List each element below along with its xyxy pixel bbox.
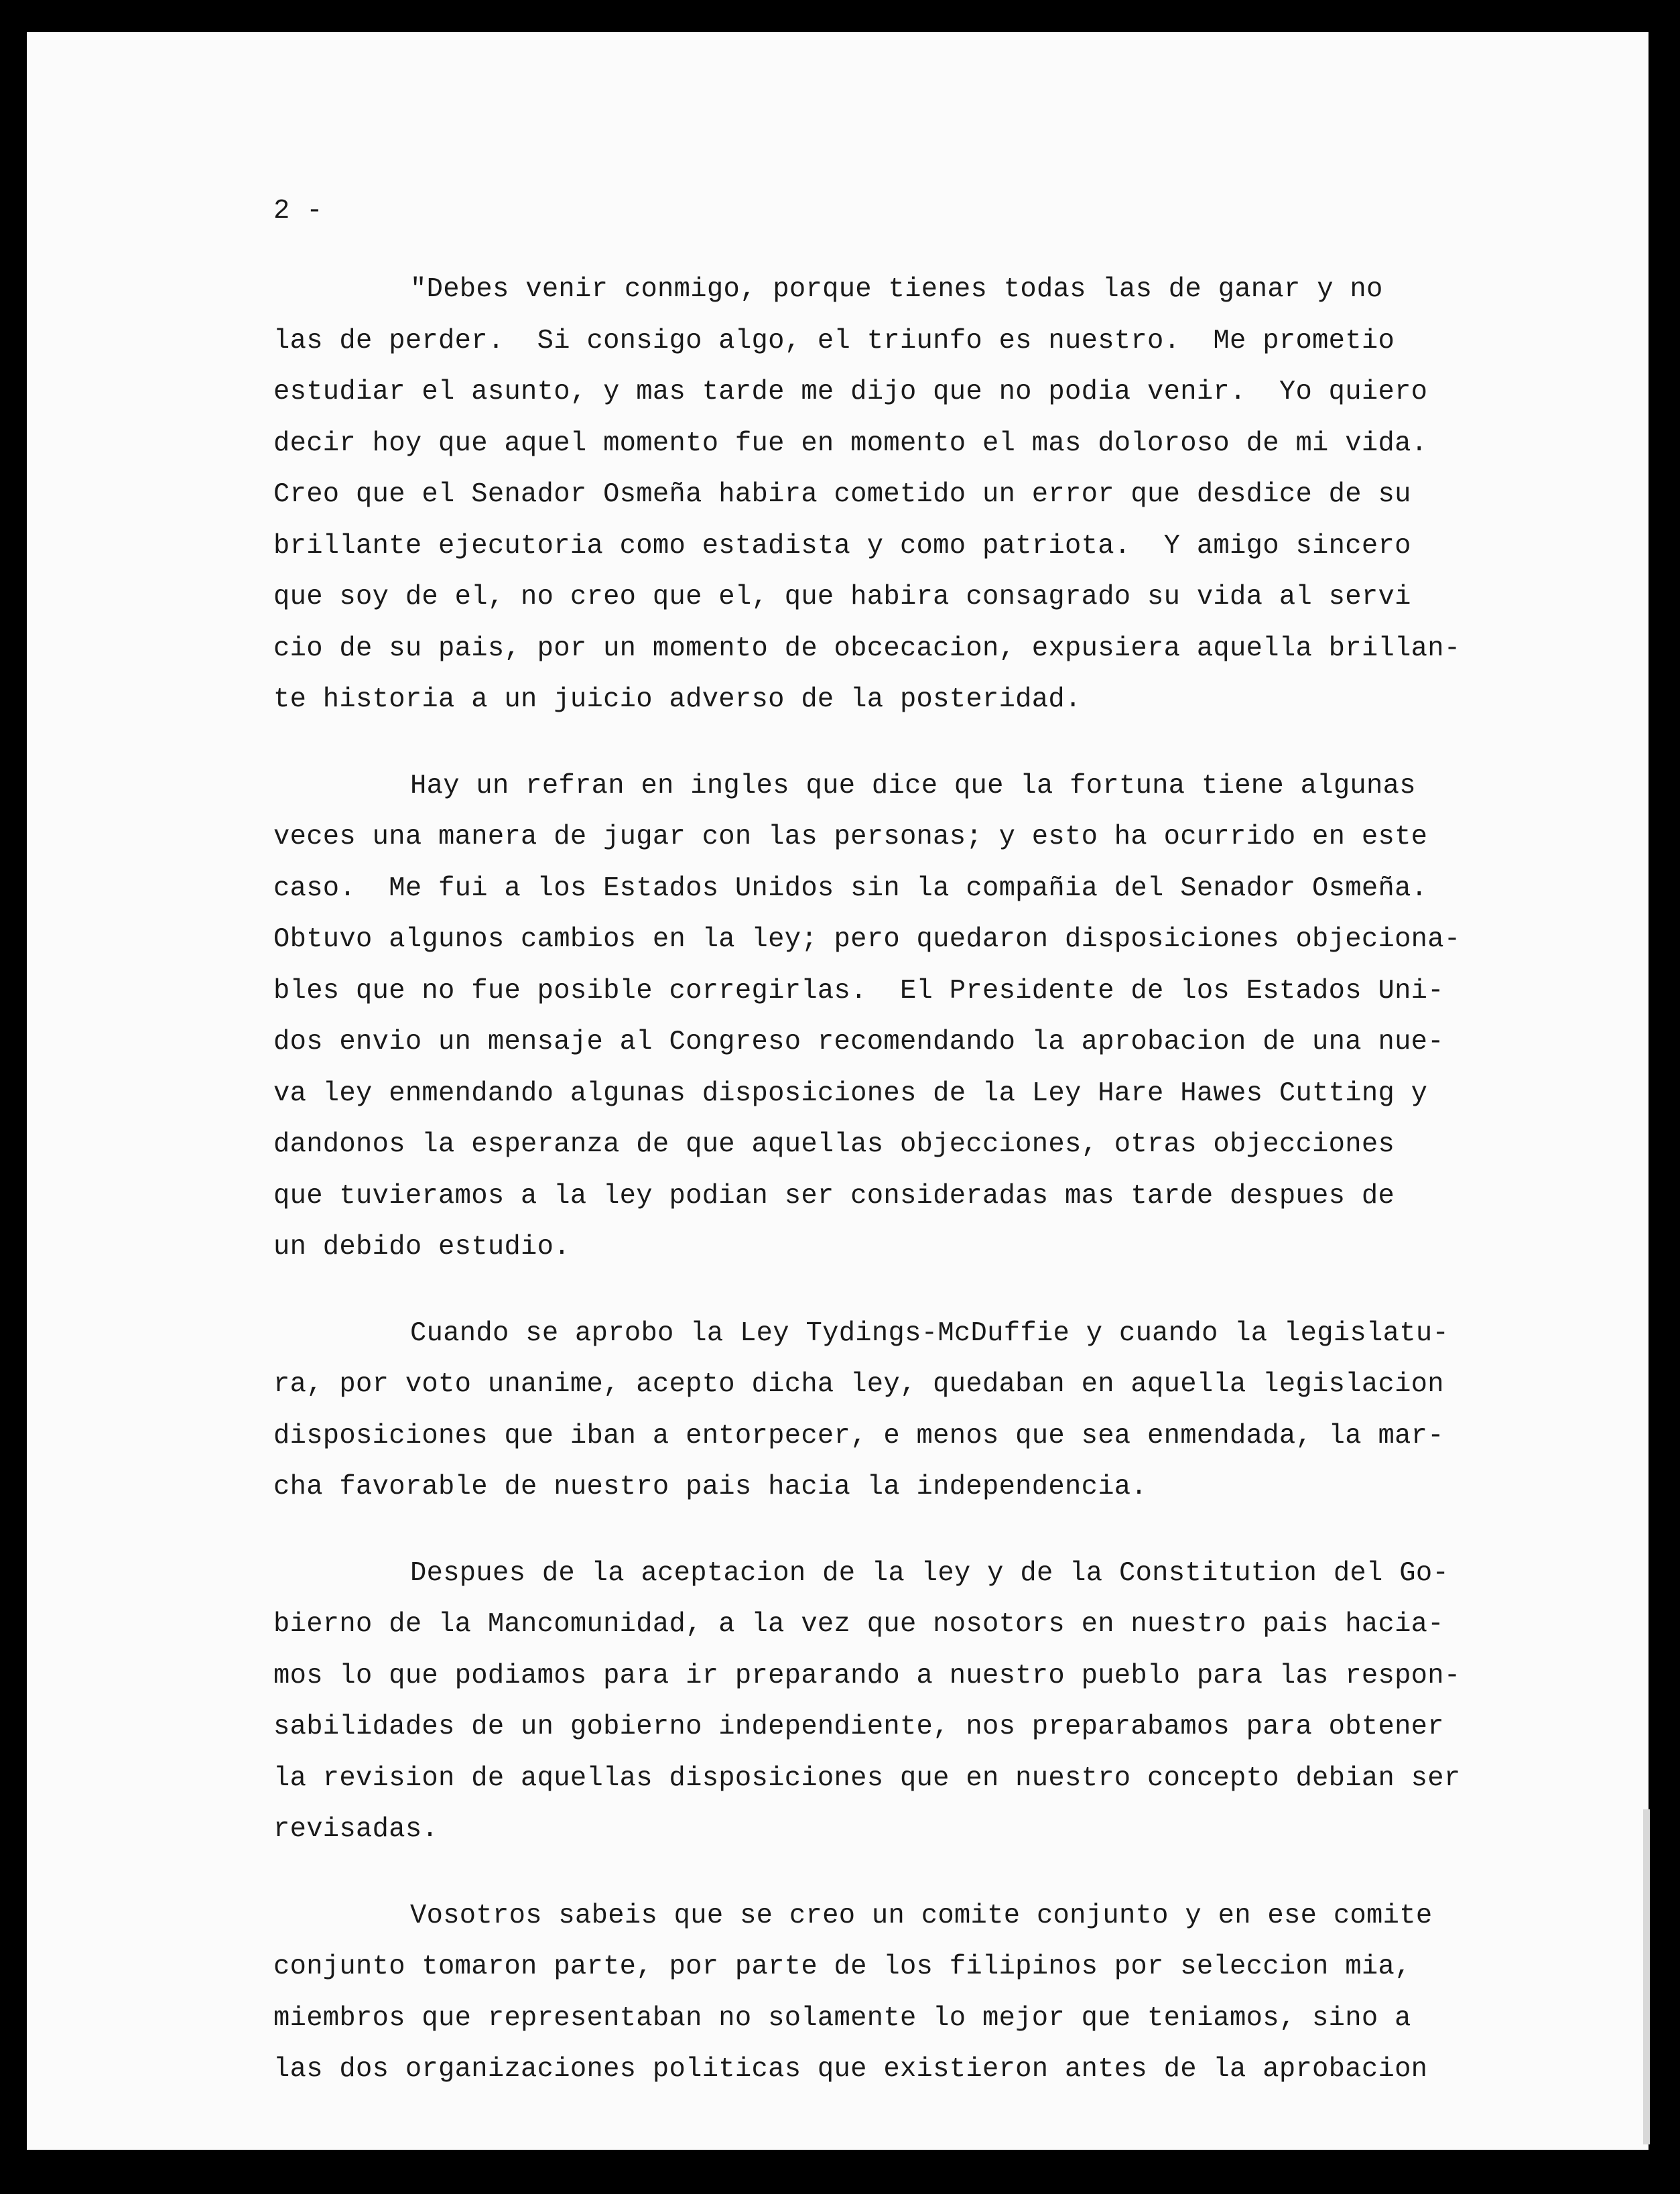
text-line: cha favorable de nuestro pais hacia la independencia. — [273, 1472, 1148, 1502]
text-line: te historia a un juicio adverso de la posteridad. — [273, 684, 1082, 715]
paragraph — [273, 761, 1540, 1273]
text-line: miembros que representaban no solamente lo mejor que teniamos, sino a — [273, 2002, 1411, 2034]
text-line: que tuvieramos a la ley podian ser consideradas mas tarde despues de — [273, 1180, 1395, 1212]
typed-text-body — [273, 186, 1540, 2130]
text-line: veces una manera de jugar con las personas; y esto ha ocurrido en este — [273, 822, 1428, 852]
text-line: un debido estudio. — [273, 1232, 570, 1263]
text-line: conjunto tomaron parte, por parte de los filipinos por seleccion mia, — [273, 1951, 1411, 1982]
text-line: que soy de el, no creo que el, que habira consagrado su vida al servi — [273, 582, 1411, 612]
text-line: dandonos la esperanza de que aquellas objecciones, otras objecciones — [273, 1129, 1395, 1160]
text-line: "Debes venir conmigo, porque tienes todas las de ganar y no — [410, 274, 1383, 305]
page-edge-shadow — [1643, 1809, 1650, 2144]
text-line: brillante ejecutoria como estadista y como patriota. Y amigo sincero — [273, 530, 1411, 562]
text-line: sabilidades de un gobierno independiente, nos preparabamos para obtener — [273, 1712, 1444, 1742]
document-page — [27, 32, 1649, 2150]
text-line: Cuando se aprobo la Ley Tydings-McDuffie y cuando la legislatu- — [410, 1317, 1449, 1349]
text-line: Obtuvo algunos cambios en la ley; pero quedaron disposiciones objeciona- — [273, 924, 1461, 955]
text-line: las de perder. Si consigo algo, el triunfo es nuestro. Me prometio — [273, 325, 1395, 357]
text-line: Creo que el Senador Osmeña habira cometido un error que desdice de su — [273, 479, 1411, 510]
text-line: mos lo que podiamos para ir preparando a nuestro pueblo para las respon- — [273, 1660, 1461, 1691]
paragraph — [273, 1548, 1540, 1856]
text-line: disposiciones que iban a entorpecer, e menos que sea enmendada, la mar- — [273, 1420, 1444, 1451]
text-line: Hay un refran en ingles que dice que la fortuna tiene algunas — [410, 770, 1416, 801]
page-number: 2 - — [273, 196, 323, 227]
text-line: va ley enmendando algunas disposiciones de la Ley Hare Hawes Cutting y — [273, 1078, 1428, 1109]
paragraph — [273, 264, 1540, 726]
text-line: Vosotros sabeis que se creo un comite conjunto y en ese comite — [410, 1900, 1433, 1931]
text-line: bierno de la Mancomunidad, a la vez que nosotors en nuestro pais hacia- — [273, 1609, 1444, 1640]
text-line: revisadas. — [273, 1814, 439, 1845]
text-line: las dos organizaciones politicas que existieron antes de la aprobacion — [273, 2054, 1428, 2085]
text-line: Despues de la aceptacion de la ley y de la Constitution del Go- — [410, 1557, 1449, 1589]
text-line: ra, por voto unanime, acepto dicha ley, quedaban en aquella legislacion — [273, 1369, 1444, 1400]
paragraph — [273, 1890, 1540, 2095]
text-line: dos envio un mensaje al Congreso recomendando la aprobacion de una nue- — [273, 1027, 1444, 1057]
paragraph — [273, 1308, 1540, 1513]
text-line: bles que no fue posible corregirlas. El Presidente de los Estados Uni- — [273, 975, 1444, 1007]
text-line: la revision de aquellas disposiciones que en nuestro concepto debian ser — [273, 1762, 1461, 1794]
text-line: estudiar el asunto, y mas tarde me dijo que no podia venir. Yo quiero — [273, 377, 1428, 407]
text-line: cio de su pais, por un momento de obcecacion, expusiera aquella brillan- — [273, 633, 1461, 664]
text-line: decir hoy que aquel momento fue en momento el mas doloroso de mi vida. — [273, 428, 1428, 459]
text-line: caso. Me fui a los Estados Unidos sin la compañia del Senador Osmeña. — [273, 873, 1428, 904]
